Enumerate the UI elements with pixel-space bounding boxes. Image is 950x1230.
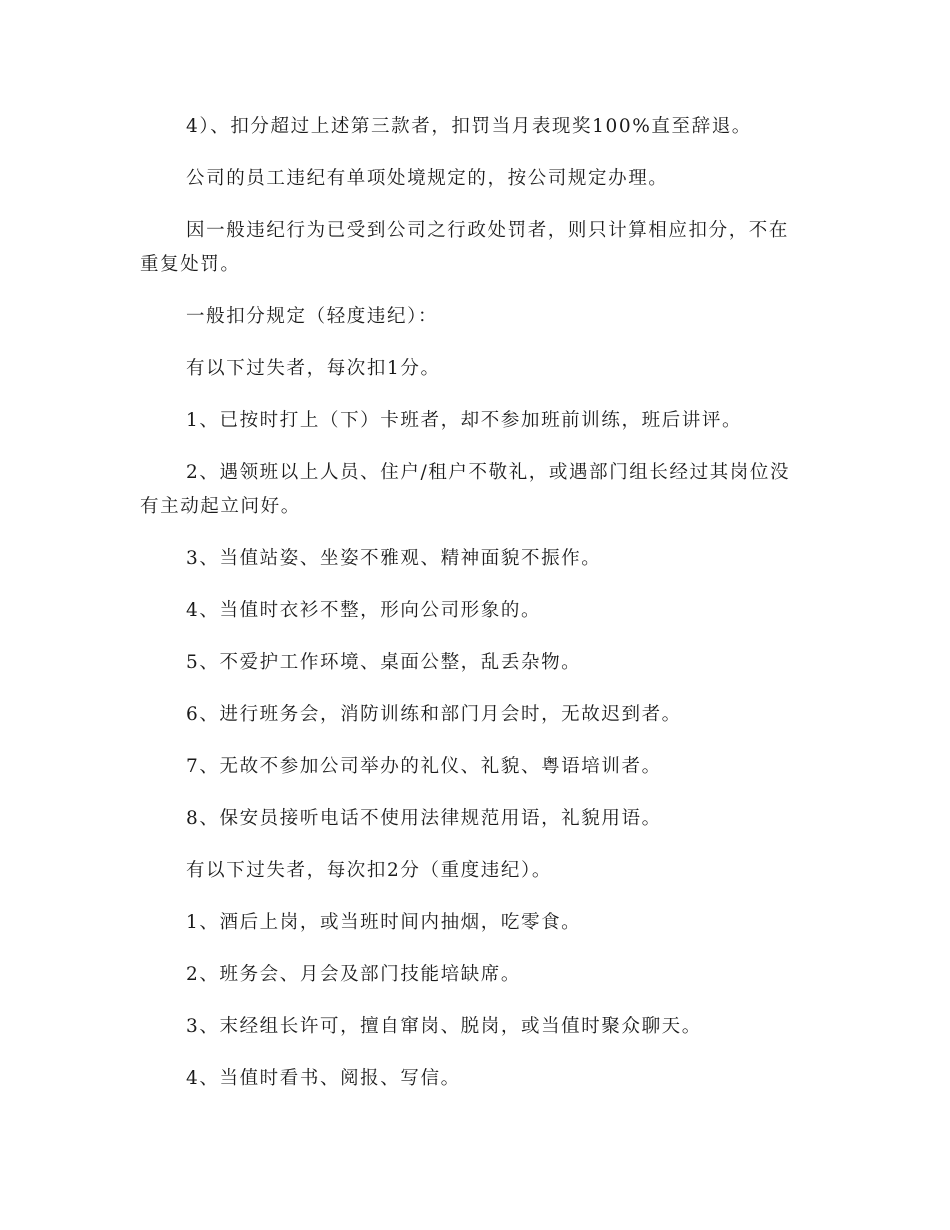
paragraph: 因一般违纪行为已受到公司之行政处罚者，则只计算相应扣分，不在重复处罚。 <box>140 220 790 275</box>
paragraph: 1、酒后上岗，或当班时间内抽烟，吃零食。 <box>186 912 582 933</box>
paragraph: 7、无故不参加公司举办的礼仪、礼貌、粤语培训者。 <box>186 756 662 777</box>
paragraph: 4、当值时看书、阅报、写信。 <box>186 1068 461 1089</box>
paragraph: 3、末经组长许可，擅自窜岗、脱岗，或当值时聚众聊天。 <box>186 1016 702 1037</box>
paragraph: 4）、扣分超过上述第三款者，扣罚当月表现奖100%直至辞退。 <box>186 116 752 137</box>
paragraph: 4、当值时衣衫不整，形向公司形象的。 <box>186 600 542 621</box>
paragraph: 6、进行班务会，消防训练和部门月会时，无故迟到者。 <box>186 704 682 725</box>
paragraph: 有以下过失者，每次扣1分。 <box>186 358 441 379</box>
paragraph: 1、已按时打上（下）卡班者，却不参加班前训练，班后讲评。 <box>186 410 743 431</box>
paragraph: 一般扣分规定（轻度违纪）： <box>186 306 439 327</box>
paragraph: 2、班务会、月会及部门技能培缺席。 <box>186 964 521 985</box>
paragraph: 公司的员工违纪有单项处境规定的，按公司规定办理。 <box>186 168 669 189</box>
paragraph: 5、不爱护工作环境、桌面公整，乱丢杂物。 <box>186 652 582 673</box>
paragraph: 2、遇领班以上人员、住户/租户不敬礼，或遇部门组长经过其岗位没有主动起立问好。 <box>140 462 791 517</box>
paragraph: 有以下过失者，每次扣2分（重度违纪）。 <box>186 860 552 881</box>
paragraph: 8、保安员接听电话不使用法律规范用语，礼貌用语。 <box>186 808 662 829</box>
paragraph: 3、当值站姿、坐姿不雅观、精神面貌不振作。 <box>186 548 602 569</box>
document-body <box>140 110 800 1114</box>
